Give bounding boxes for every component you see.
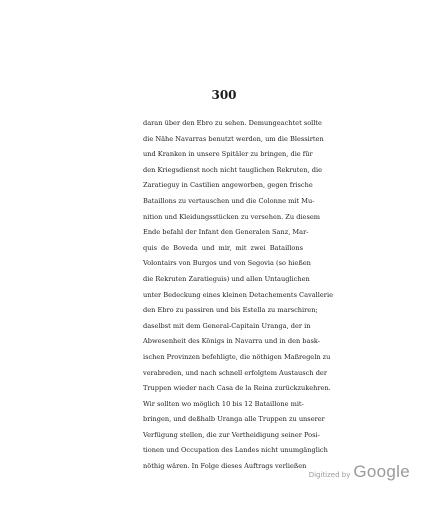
text-line: Truppen wieder nach Casa de la Reina zurückzukehren. (143, 384, 331, 393)
text-line: die Nähe Navarras benutzt werden, um die Blessirten (143, 134, 324, 143)
text-line: Ende befahl der Infant den Generalen Sanz, Mar- (143, 228, 309, 237)
body-text (143, 116, 333, 475)
text-line: quis de Boveda und mir, mit zwei Bataillons (143, 243, 303, 252)
text-line: verabreden, und nach schnell erfolgtem Austausch der (143, 368, 327, 377)
text-line: die Rekruten Zaratieguis) und allen Untauglichen (143, 274, 310, 283)
text-line: bringen, und deßhalb Uranga alle Truppen zu unserer (143, 415, 325, 424)
text-line: ischen Provinzen befehligte, die nöthigen Maßregeln zu (143, 352, 331, 361)
text-line: und Kranken in unsere Spitäler zu bringen, die für (143, 150, 313, 159)
digitization-watermark (309, 462, 410, 482)
text-line: tionen und Occupation des Landes nicht unumgänglich (143, 446, 328, 455)
text-line: Wir sollten wo möglich 10 bis 12 Bataillone mit- (143, 399, 304, 408)
watermark-prefix: Digitized by (308, 471, 351, 479)
text-line: nöthig wären. In Folge dieses Auftrags verließen (143, 462, 307, 471)
text-line: Verfügung stellen, die zur Vertheidigung seiner Posi- (143, 430, 320, 439)
text-line: daran über den Ebro zu sehen. Demungeachtet sollte (143, 119, 322, 127)
page-number: 300 (211, 88, 237, 102)
text-line: den Kriegsdienst noch nicht tauglichen Rekruten, die (143, 165, 322, 174)
text-line: Zaratieguy in Castilien angeworben, gegen frische (143, 181, 313, 190)
text-line: Abwesenheit des Königs in Navarra und in den bask- (143, 337, 320, 346)
text-line: Volontairs von Burgos und von Segovia (so hießen (143, 259, 311, 268)
text-line: nition und Kleidungsstücken zu versehen. Zu diesem (143, 212, 320, 221)
text-line: unter Bedeckung eines kleinen Detachements Cavallerie (143, 290, 333, 299)
text-line: Bataillons zu vertauschen und die Colonne mit Mu- (143, 196, 315, 205)
text-line: den Ebro zu passiren und bis Estella zu marschiren; (143, 306, 318, 315)
text-line: daselbst mit dem General-Capitain Uranga, der in (143, 321, 311, 330)
google-logo: Google (353, 462, 410, 481)
